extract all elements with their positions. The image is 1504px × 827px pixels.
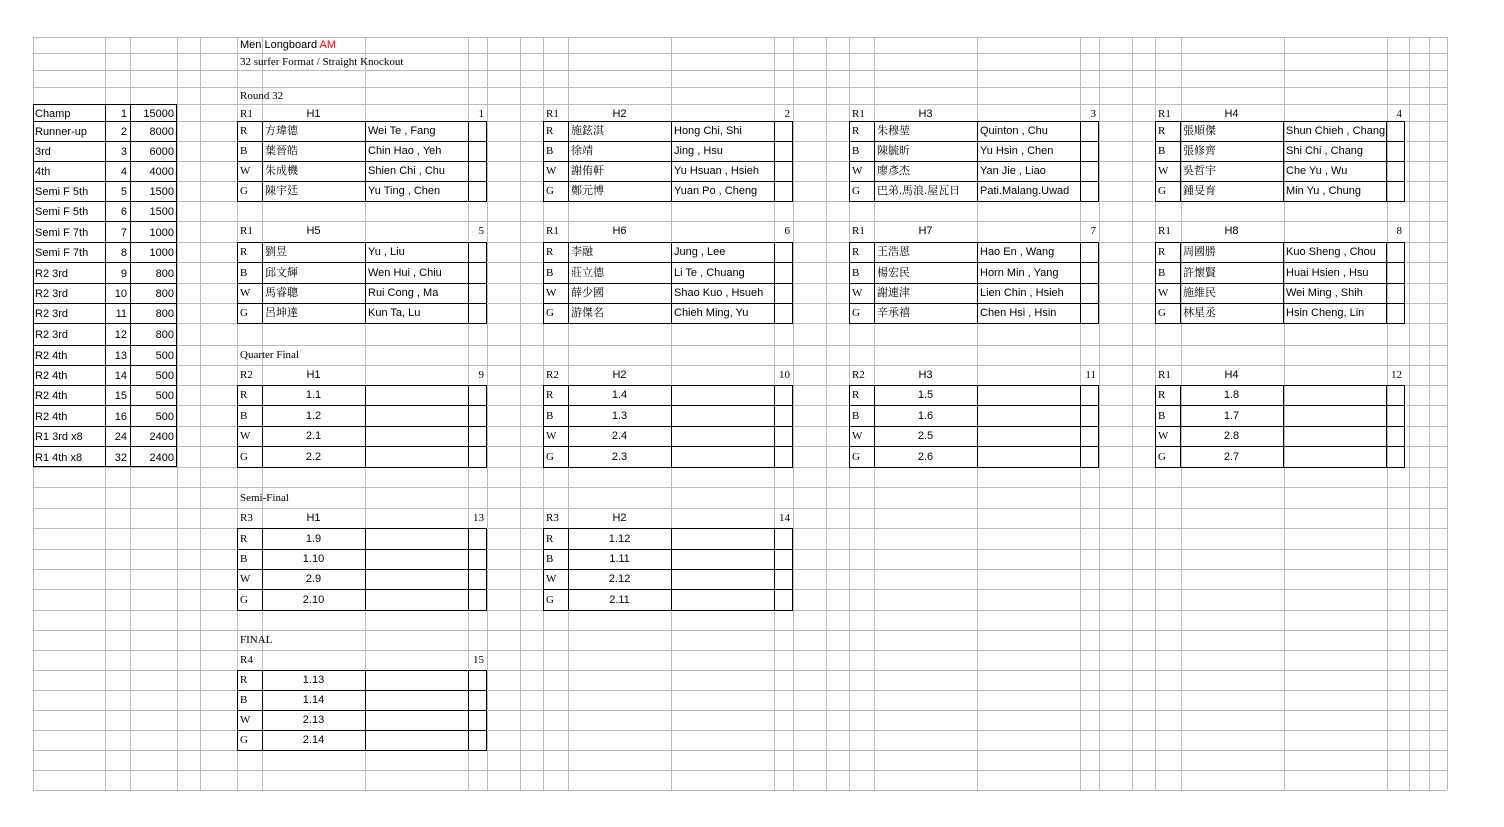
heat-round-label: R3	[546, 512, 559, 524]
surfer-name-zh: 莊立德	[571, 267, 604, 279]
heat-row-divider	[1155, 405, 1405, 406]
heat-round-label: R3	[240, 512, 253, 524]
heat-color-r: R	[546, 246, 554, 258]
heat-label: H8	[1224, 225, 1239, 237]
heat-label: H4	[1224, 369, 1239, 381]
points-label: Champ	[35, 107, 71, 120]
heat-round-label: R1	[1158, 108, 1171, 120]
seed-ref: 2.14	[302, 734, 325, 746]
heat-number: 3	[1090, 108, 1096, 120]
surfer-name-zh: 楊宏民	[877, 267, 910, 279]
points-label: Semi F 7th	[35, 226, 89, 239]
heat-color-g: G	[240, 594, 248, 606]
surfer-name-en: Yu , Liu	[368, 246, 405, 258]
points-rank: 13	[114, 350, 127, 362]
heat-label: H1	[306, 108, 321, 120]
heat-color-g: G	[240, 734, 248, 746]
heat-row-divider	[237, 446, 487, 447]
surfer-name-en: Chen Hsi , Hsin	[980, 307, 1057, 319]
surfer-name-zh: 葉晉皓	[265, 145, 298, 157]
seed-ref: 2.6	[917, 451, 934, 463]
heat-round-label: R4	[240, 654, 253, 666]
points-label: Semi F 5th	[35, 206, 89, 218]
surfer-name-en: Shi Chi , Chang	[1286, 145, 1364, 157]
seed-ref: 2.5	[917, 430, 934, 442]
surfer-name-en: Yu Hsin , Chen	[980, 145, 1054, 157]
surfer-name-en: Rui Cong , Ma	[368, 287, 439, 299]
seed-ref: 1.10	[302, 553, 325, 565]
heat-row-divider	[543, 446, 793, 447]
heat-color-b: B	[546, 410, 554, 422]
points-row-divider	[33, 405, 177, 406]
heat-label: H4	[1224, 108, 1239, 120]
heat-color-w: W	[546, 165, 557, 177]
points-rank: 12	[114, 329, 127, 341]
heat-row-divider	[543, 262, 793, 263]
surfer-name-zh: 方瑋德	[265, 125, 298, 137]
surfer-name-en: Hsin Cheng, Lin	[1286, 307, 1365, 319]
title-tag: AM	[319, 39, 337, 51]
surfer-name-en: Yu Ting , Chen	[368, 185, 441, 197]
points-label: R1 3rd x8	[35, 431, 83, 443]
heat-color-g: G	[546, 307, 554, 319]
heat-row-divider	[1155, 262, 1405, 263]
heat-round-label: R1	[240, 108, 253, 120]
heat-number: 5	[478, 225, 484, 237]
heat-label: H2	[612, 512, 627, 524]
points-label: Semi F 5th	[35, 186, 89, 198]
surfer-name-zh: 周國勝	[1183, 246, 1216, 258]
heat-round-label: R2	[852, 369, 865, 381]
seed-ref: 1.3	[611, 410, 628, 422]
surfer-name-zh: 林星丞	[1183, 307, 1216, 319]
points-row-divider	[33, 141, 177, 142]
heat-round-label: R1	[852, 108, 865, 120]
seed-ref: 1.11	[609, 553, 630, 565]
heat-color-b: B	[1158, 410, 1166, 422]
section-quarter-final: Quarter Final	[240, 349, 299, 361]
surfer-name-en: Yan Jie , Liao	[980, 165, 1046, 177]
heat-label: H7	[918, 225, 933, 237]
points-value: 2400	[149, 431, 174, 443]
heat-color-r: R	[240, 125, 248, 137]
seed-ref: 1.7	[1223, 410, 1240, 422]
heat-color-w: W	[546, 430, 557, 442]
heat-label: H6	[612, 225, 627, 237]
seed-ref: 2.2	[305, 451, 322, 463]
points-row-divider	[33, 262, 177, 263]
heat-round-label: R1	[240, 225, 253, 237]
points-label: 4th	[35, 166, 51, 178]
surfer-name-zh: 薛少國	[571, 287, 604, 299]
heat-color-w: W	[240, 714, 251, 726]
heat-color-w: W	[1158, 287, 1169, 299]
heat-number: 12	[1391, 369, 1402, 381]
points-value: 500	[155, 410, 174, 423]
section-final: FINAL	[240, 634, 273, 646]
surfer-name-zh: 廖彥杰	[877, 165, 910, 177]
heat-label: H3	[918, 108, 933, 120]
points-row-divider	[33, 303, 177, 304]
heat-color-w: W	[240, 430, 251, 442]
seed-ref: 1.14	[302, 694, 325, 706]
surfer-name-zh: 王浩恩	[877, 246, 910, 258]
surfer-name-en: Kun Ta, Lu	[368, 307, 421, 319]
points-row-divider	[33, 365, 177, 366]
heat-color-b: B	[240, 145, 248, 157]
heat-color-w: W	[1158, 165, 1169, 177]
surfer-name-en: Yuan Po , Cheng	[674, 185, 758, 197]
seed-ref: 1.8	[1223, 389, 1240, 401]
surfer-name-en: Jung , Lee	[674, 246, 726, 258]
heat-row-divider	[543, 589, 793, 590]
surfer-name-zh: 張順傑	[1183, 125, 1216, 137]
points-rank: 5	[120, 186, 127, 198]
points-rank: 11	[115, 308, 127, 320]
heat-color-r: R	[546, 125, 554, 137]
heat-color-w: W	[1158, 430, 1169, 442]
heat-row-divider	[237, 262, 487, 263]
heat-label: H1	[306, 512, 321, 524]
heat-number: 2	[784, 108, 790, 120]
heat-color-r: R	[240, 389, 248, 401]
heat-label: H1	[306, 369, 321, 381]
heat-color-b: B	[546, 267, 554, 279]
points-rank: 9	[120, 267, 127, 280]
heat-color-g: G	[1158, 185, 1166, 197]
heat-row-divider	[237, 589, 487, 590]
surfer-name-en: Wei Te , Fang	[368, 125, 436, 137]
points-rank: 14	[114, 370, 127, 382]
surfer-name-en: Jing , Hsu	[674, 145, 723, 157]
points-label: R2 4th	[35, 390, 68, 402]
surfer-name-zh: 吳哲宇	[1183, 165, 1216, 177]
points-label: Semi F 7th	[35, 247, 89, 259]
heat-color-g: G	[240, 185, 248, 197]
heat-round-label: R1	[546, 225, 559, 237]
surfer-name-zh: 張修齊	[1183, 145, 1216, 157]
heat-round-label: R2	[240, 369, 253, 381]
surfer-name-en: Pati.Malang.Uwad	[980, 185, 1070, 197]
section-round-32: Round 32	[240, 90, 284, 102]
heat-row-divider	[237, 405, 487, 406]
surfer-name-en: Wei Ming , Shih	[1286, 287, 1363, 299]
heat-color-g: G	[240, 307, 248, 319]
heat-round-label: R1	[852, 225, 865, 237]
points-rank: 32	[114, 451, 127, 464]
heat-number: 7	[1090, 225, 1096, 237]
heat-color-g: G	[546, 185, 554, 197]
surfer-name-en: Yu Hsuan , Hsieh	[674, 165, 759, 177]
heat-color-r: R	[852, 246, 860, 258]
points-rank: 6	[120, 206, 127, 218]
points-rank: 7	[120, 226, 127, 239]
points-row-divider	[33, 385, 177, 386]
surfer-name-zh: 施鉉淇	[571, 125, 604, 137]
heat-color-r: R	[852, 389, 860, 401]
seed-ref: 1.1	[305, 389, 322, 401]
points-label: R1 4th x8	[35, 451, 83, 464]
points-value: 500	[155, 370, 174, 382]
heat-color-w: W	[852, 430, 863, 442]
heat-color-r: R	[546, 389, 554, 401]
seed-ref: 1.13	[302, 674, 325, 686]
points-rank: 16	[114, 410, 127, 423]
seed-ref: 2.4	[611, 430, 628, 442]
heat-label: H3	[918, 369, 933, 381]
surfer-name-zh: 朱成機	[265, 165, 298, 177]
heat-color-r: R	[1158, 246, 1166, 258]
heat-color-b: B	[240, 410, 248, 422]
surfer-name-zh: 謝侑軒	[571, 165, 604, 177]
heat-color-g: G	[546, 451, 554, 463]
heat-color-w: W	[852, 287, 863, 299]
heat-color-w: W	[240, 165, 251, 177]
heat-round-label: R1	[546, 108, 559, 120]
surfer-name-en: Shao Kuo , Hsueh	[674, 287, 764, 299]
points-row-divider	[33, 283, 177, 284]
points-value: 1000	[149, 226, 174, 239]
points-row-divider	[33, 446, 177, 447]
seed-ref: 2.1	[305, 430, 322, 442]
surfer-name-zh: 游傑名	[571, 307, 604, 319]
points-label: R2 3rd	[35, 308, 69, 320]
seed-ref: 2.11	[609, 594, 630, 606]
heat-color-r: R	[240, 246, 248, 258]
heat-color-w: W	[852, 165, 863, 177]
points-label: R2 3rd	[35, 329, 69, 341]
heat-color-b: B	[1158, 145, 1166, 157]
points-value: 500	[155, 390, 174, 402]
points-value: 1000	[149, 247, 174, 259]
heat-color-w: W	[546, 287, 557, 299]
surfer-name-zh: 施維民	[1183, 287, 1216, 299]
points-row-divider	[33, 242, 177, 243]
points-label: Runner-up	[35, 126, 87, 138]
surfer-name-en: Lien Chin , Hsieh	[980, 287, 1064, 299]
seed-ref: 1.12	[608, 533, 631, 545]
heat-color-g: G	[852, 307, 860, 319]
heat-round-label: R1	[1158, 225, 1171, 237]
heat-row-divider	[849, 405, 1099, 406]
heat-color-g: G	[240, 451, 248, 463]
points-label: 3rd	[35, 146, 51, 158]
heat-round-label: R1	[1158, 369, 1171, 381]
surfer-name-en: Min Yu , Chung	[1286, 185, 1362, 197]
heat-color-b: B	[240, 694, 248, 706]
heat-number: 8	[1396, 225, 1402, 237]
heat-color-b: B	[852, 267, 860, 279]
points-row-divider	[33, 426, 177, 427]
seed-ref: 1.9	[305, 533, 322, 545]
surfer-name-zh: 謝連津	[877, 287, 910, 299]
points-rank: 1	[120, 107, 127, 120]
heat-color-r: R	[1158, 125, 1166, 137]
surfer-name-zh: 鄭元博	[571, 185, 604, 197]
surfer-name-zh: 巴弟.馬浪.屋瓦日	[877, 185, 961, 197]
points-row-divider	[33, 161, 177, 162]
heat-number: 9	[478, 369, 484, 381]
seed-ref: 2.13	[302, 714, 325, 726]
heat-number: 1	[478, 108, 484, 120]
points-row-divider	[33, 201, 177, 202]
heat-color-r: R	[546, 533, 554, 545]
surfer-name-en: Shun Chieh , Chang	[1286, 125, 1386, 137]
seed-ref: 2.3	[611, 451, 628, 463]
points-row-divider	[33, 221, 177, 222]
surfer-name-en: Hong Chi, Shi	[674, 125, 742, 137]
surfer-name-en: Li Te , Chuang	[674, 267, 745, 279]
title-main: Men Longboard	[240, 39, 318, 51]
points-row-divider	[33, 181, 177, 182]
points-value: 500	[155, 350, 174, 362]
heat-color-r: R	[240, 674, 248, 686]
points-rank: 10	[114, 288, 127, 300]
points-rank: 8	[120, 247, 127, 259]
surfer-name-en: Wen Hui , Chiu	[368, 267, 442, 279]
heat-color-b: B	[546, 145, 554, 157]
points-value: 800	[155, 308, 174, 320]
heat-color-g: G	[546, 594, 554, 606]
points-value: 1500	[149, 186, 174, 198]
heat-round-label: R2	[546, 369, 559, 381]
surfer-name-zh: 陳宇廷	[265, 185, 298, 197]
points-label: R2 4th	[35, 370, 68, 382]
heat-color-b: B	[1158, 267, 1166, 279]
surfer-name-en: Hao En , Wang	[980, 246, 1055, 258]
surfer-name-en: Chin Hao , Yeh	[368, 145, 442, 157]
seed-ref: 2.8	[1223, 430, 1240, 442]
points-rank: 2	[120, 126, 127, 138]
heat-number: 14	[779, 512, 790, 524]
heat-color-w: W	[240, 287, 251, 299]
heat-color-w: W	[546, 573, 557, 585]
heat-color-b: B	[546, 553, 554, 565]
points-value: 1500	[149, 206, 174, 218]
heat-number: 13	[473, 512, 484, 524]
points-value: 8000	[149, 126, 174, 138]
seed-ref: 1.5	[917, 389, 934, 401]
heat-color-r: R	[240, 533, 248, 545]
points-value: 2400	[149, 451, 174, 464]
points-rank: 3	[120, 146, 127, 158]
sheet-title	[240, 36, 336, 54]
heat-number: 15	[473, 654, 484, 666]
heat-color-w: W	[240, 573, 251, 585]
surfer-name-zh: 徐靖	[571, 145, 593, 157]
heat-number: 10	[779, 369, 790, 381]
heat-row-divider	[1155, 446, 1405, 447]
seed-ref: 2.12	[608, 573, 631, 585]
heat-label: H2	[612, 369, 627, 381]
points-value: 15000	[143, 107, 174, 120]
seed-ref: 2.7	[1223, 451, 1240, 463]
points-rank: 4	[120, 166, 127, 178]
seed-ref: 2.9	[305, 573, 322, 585]
seed-ref: 1.2	[305, 410, 322, 422]
points-value: 800	[155, 288, 174, 300]
surfer-name-en: Chieh Ming, Yu	[674, 307, 749, 319]
seed-ref: 1.6	[917, 410, 934, 422]
heat-label: H2	[612, 108, 627, 120]
heat-color-g: G	[1158, 307, 1166, 319]
heat-color-g: G	[852, 451, 860, 463]
heat-row-divider	[849, 262, 1099, 263]
surfer-name-en: Horn Min , Yang	[980, 267, 1059, 279]
surfer-name-zh: 朱穆堃	[877, 125, 910, 137]
seed-ref: 1.4	[611, 389, 628, 401]
surfer-name-zh: 邱文輝	[265, 267, 298, 279]
points-row-divider	[33, 323, 177, 324]
surfer-name-zh: 呂坤達	[265, 307, 298, 319]
heat-number: 6	[784, 225, 790, 237]
heat-color-b: B	[852, 410, 860, 422]
heat-number: 11	[1085, 369, 1096, 381]
heat-color-b: B	[240, 553, 248, 565]
points-value: 800	[155, 329, 174, 341]
points-rank: 24	[114, 431, 127, 443]
heat-number: 4	[1396, 108, 1402, 120]
heat-color-g: G	[852, 185, 860, 197]
points-label: R2 4th	[35, 350, 68, 362]
heat-row-divider	[849, 446, 1099, 447]
points-label: R2 3rd	[35, 288, 69, 300]
surfer-name-zh: 馬睿聰	[265, 287, 298, 299]
heat-label: H5	[306, 225, 321, 237]
points-row-divider	[33, 345, 177, 346]
section-semi-final: Semi-Final	[240, 492, 289, 504]
heat-color-g: G	[1158, 451, 1166, 463]
heat-row-divider	[543, 405, 793, 406]
heat-color-r: R	[1158, 389, 1166, 401]
surfer-name-zh: 鍾旻育	[1183, 185, 1216, 197]
sheet-subtitle: 32 surfer Format / Straight Knockout	[240, 56, 404, 68]
surfer-name-en: Shien Chi , Chu	[368, 165, 446, 177]
points-label: R2 4th	[35, 410, 68, 423]
points-value: 4000	[149, 166, 174, 178]
points-value: 800	[155, 267, 174, 280]
surfer-name-en: Kuo Sheng , Chou	[1286, 246, 1376, 258]
seed-ref: 2.10	[302, 594, 325, 606]
heat-color-b: B	[852, 145, 860, 157]
surfer-name-zh: 李融	[571, 246, 593, 258]
points-value: 6000	[149, 146, 174, 158]
surfer-name-zh: 陳毓昕	[877, 145, 910, 157]
surfer-name-zh: 許懷賢	[1183, 267, 1216, 279]
heat-color-b: B	[240, 267, 248, 279]
surfer-name-en: Huai Hsien , Hsu	[1286, 267, 1369, 279]
surfer-name-zh: 劉昱	[265, 246, 287, 258]
surfer-name-zh: 辛承禧	[877, 307, 910, 319]
heat-color-r: R	[852, 125, 860, 137]
surfer-name-en: Che Yu , Wu	[1286, 165, 1348, 177]
surfer-name-en: Quinton , Chu	[980, 125, 1048, 137]
points-label: R2 3rd	[35, 267, 69, 280]
points-rank: 15	[114, 390, 127, 402]
